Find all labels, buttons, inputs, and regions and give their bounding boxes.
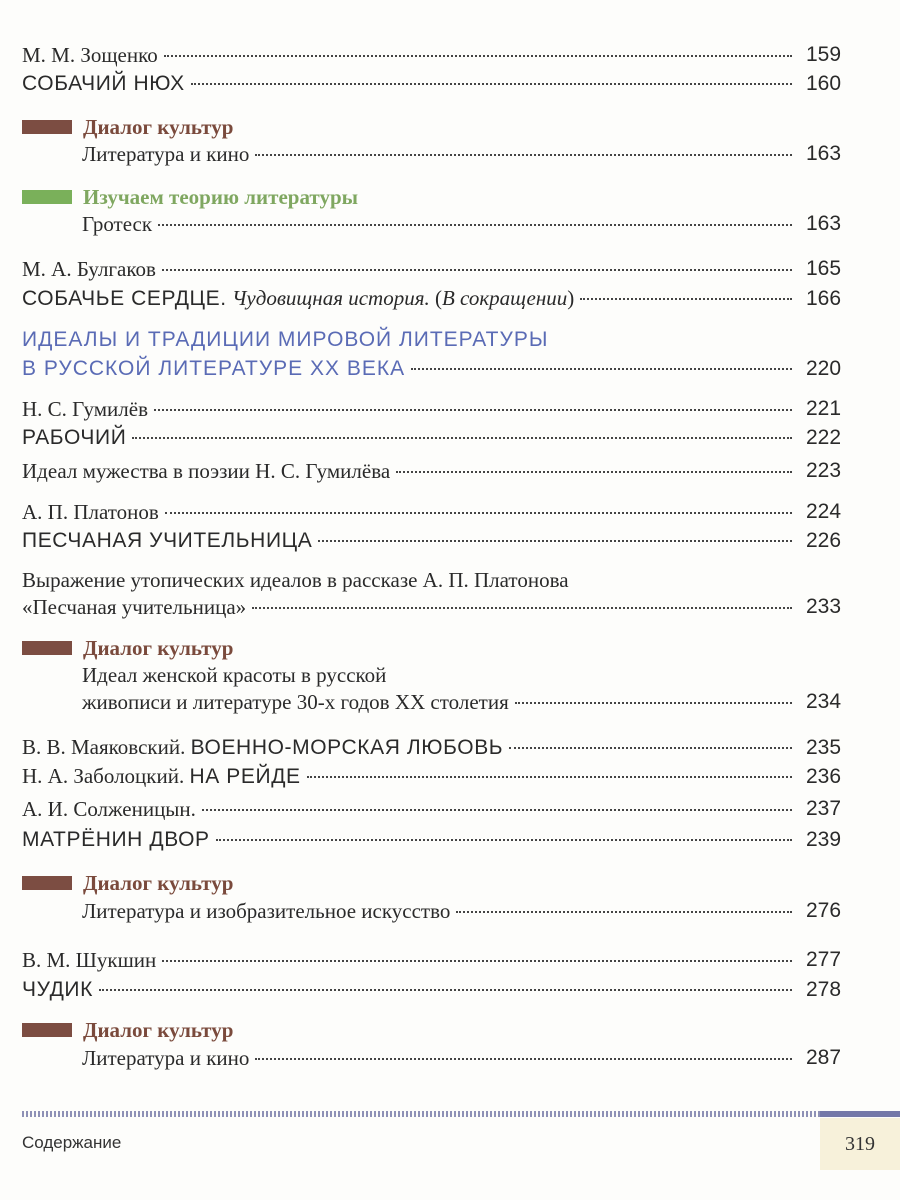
page-number: 237 xyxy=(806,797,842,820)
page-number: 236 xyxy=(806,765,842,788)
toc-entry-utopich[interactable] xyxy=(22,594,842,620)
running-footer-title: Содержание xyxy=(22,1133,122,1152)
page-number: 276 xyxy=(806,899,842,922)
entry-title: Идеал мужества в поэзии Н. С. Гумилёва xyxy=(22,459,391,483)
leader-dots xyxy=(99,989,792,991)
section-heading-line1[interactable]: ИДЕАЛЫ И ТРАДИЦИИ МИРОВОЙ ЛИТЕРАТУРЫ xyxy=(22,328,549,351)
work-title: ВОЕННО-МОРСКАЯ ЛЮБОВЬ xyxy=(190,736,504,759)
leader-dots xyxy=(162,269,792,271)
section-label-dialog xyxy=(22,114,233,140)
page-number: 165 xyxy=(806,257,842,280)
author-name: М. А. Булгаков xyxy=(22,257,156,281)
author-and-title xyxy=(22,734,503,761)
toc-entry-chudik[interactable] xyxy=(22,977,842,1003)
page-number: 224 xyxy=(806,500,842,523)
section-label-text: Диалог культур xyxy=(83,1017,234,1042)
leader-dots xyxy=(162,960,792,962)
note-open: ( xyxy=(434,286,442,310)
toc-entry-ideals-heading[interactable] xyxy=(22,356,842,382)
leader-dots xyxy=(252,607,792,609)
page-number: 221 xyxy=(806,397,842,420)
section-color-bar xyxy=(22,1023,72,1037)
author-name: А. П. Платонов xyxy=(22,500,159,524)
work-title: НА РЕЙДЕ xyxy=(189,765,301,788)
toc-entry-dialog1-item[interactable] xyxy=(82,141,842,167)
section-label-dialog xyxy=(22,870,233,896)
leader-dots xyxy=(456,911,792,913)
page-number: 159 xyxy=(806,43,842,66)
leader-dots xyxy=(191,83,792,85)
section-color-bar xyxy=(22,120,72,134)
footer-divider-accent xyxy=(820,1111,900,1117)
author-and-title xyxy=(22,763,301,790)
leader-dots xyxy=(158,224,792,226)
toc-entry-grotesk[interactable] xyxy=(82,211,842,237)
toc-entry-platonov[interactable] xyxy=(22,499,842,525)
entry-title-line2: «Песчаная учительница» xyxy=(22,595,247,619)
footer-divider xyxy=(22,1111,900,1117)
leader-dots xyxy=(580,298,792,300)
page-number: 163 xyxy=(806,142,842,165)
leader-dots xyxy=(509,747,792,749)
section-color-bar xyxy=(22,641,72,655)
author-name: Н. С. Гумилёв xyxy=(22,397,148,421)
entry-title: Гротеск xyxy=(82,212,153,236)
toc-entry-dialog3-item[interactable] xyxy=(82,898,842,924)
toc-entry-matrenin[interactable] xyxy=(22,827,842,853)
work-subtitle: Чудовищная история. xyxy=(231,286,430,310)
page-number-box xyxy=(820,1118,900,1170)
toc-entry-zabolotsky[interactable] xyxy=(22,763,842,790)
author-name: В. В. Маяковский. xyxy=(22,735,186,759)
leader-dots xyxy=(132,437,792,439)
page-number: 226 xyxy=(806,529,842,552)
leader-dots xyxy=(165,512,792,514)
page-number: 163 xyxy=(806,212,842,235)
leader-dots xyxy=(396,471,792,473)
work-title: РАБОЧИЙ xyxy=(22,426,127,449)
work-title-group xyxy=(22,285,574,312)
toc-entry-gumilev[interactable] xyxy=(22,396,842,422)
entry-title-line1[interactable]: Идеал женской красоты в русской xyxy=(82,663,387,687)
page-number: 233 xyxy=(806,595,842,618)
entry-title: Литература и изобразительное искусство xyxy=(82,899,451,923)
page-number: 277 xyxy=(806,948,842,971)
entry-title-line2: живописи и литературе 30-х годов XX столетия xyxy=(82,690,509,714)
toc-entry-peschanaya[interactable] xyxy=(22,528,842,554)
page-number: 223 xyxy=(806,459,842,482)
page-number: 278 xyxy=(806,978,842,1001)
leader-dots xyxy=(154,409,792,411)
toc-entry-zoshchenko[interactable] xyxy=(22,42,842,68)
section-label-dialog xyxy=(22,635,233,661)
section-heading-line2: В РУССКОЙ ЛИТЕРАТУРЕ XX ВЕКА xyxy=(22,357,406,380)
toc-entry-bulgakov[interactable] xyxy=(22,256,842,282)
section-label-text: Изучаем теорию литературы xyxy=(83,184,359,209)
toc-entry-dialog2-item[interactable] xyxy=(82,689,842,715)
toc-entry-dialog4-item[interactable] xyxy=(82,1045,842,1071)
section-label-theory xyxy=(22,184,358,210)
page-number: 220 xyxy=(806,357,842,380)
work-title: ПЕСЧАНАЯ УЧИТЕЛЬНИЦА xyxy=(22,529,313,552)
author-name: В. М. Шукшин xyxy=(22,948,157,972)
work-title: СОБАЧИЙ НЮХ xyxy=(22,72,185,95)
work-title: ЧУДИК xyxy=(22,978,93,1001)
entry-title: Литература и кино xyxy=(82,142,250,166)
work-title: МАТРЁНИН ДВОР xyxy=(22,828,210,851)
toc-entry-rabochiy[interactable] xyxy=(22,425,842,451)
leader-dots xyxy=(515,702,792,704)
leader-dots xyxy=(307,776,792,778)
leader-dots xyxy=(318,540,792,542)
section-label-dialog xyxy=(22,1017,233,1043)
page-number: 234 xyxy=(806,690,842,713)
toc-entry-solzhenitsyn[interactable] xyxy=(22,796,842,822)
page-number: 222 xyxy=(806,426,842,449)
entry-title: Литература и кино xyxy=(82,1046,250,1070)
footer-page-number: 319 xyxy=(845,1132,875,1155)
author-name: А. И. Солженицын. xyxy=(22,797,196,821)
section-label-text: Диалог культур xyxy=(83,870,234,895)
section-color-bar xyxy=(22,876,72,890)
work-title: СОБАЧЬЕ СЕРДЦЕ. xyxy=(22,287,227,310)
section-label-text: Диалог культур xyxy=(83,114,234,139)
page-number: 160 xyxy=(806,72,842,95)
author-name: М. М. Зощенко xyxy=(22,43,158,67)
toc-entry-mayakovsky[interactable] xyxy=(22,734,842,761)
entry-title-line1[interactable]: Выражение утопических идеалов в рассказе А. П. Платонова xyxy=(22,568,569,592)
leader-dots xyxy=(255,154,792,156)
toc-entry-sobache-serdce[interactable] xyxy=(22,285,842,312)
page-number: 235 xyxy=(806,736,842,759)
work-note: В сокращении xyxy=(441,286,568,310)
section-color-bar xyxy=(22,190,72,204)
leader-dots xyxy=(164,55,792,57)
toc-entry-ideal-muzhestva[interactable] xyxy=(22,458,842,484)
page-number: 239 xyxy=(806,828,842,851)
leader-dots xyxy=(202,809,792,811)
section-label-text: Диалог культур xyxy=(83,635,234,660)
page-number: 287 xyxy=(806,1046,842,1069)
toc-entry-sobachiy-nyukh[interactable] xyxy=(22,71,842,97)
note-close: ) xyxy=(567,286,575,310)
leader-dots xyxy=(255,1058,792,1060)
page-number: 166 xyxy=(806,287,842,310)
toc-entry-shukshin[interactable] xyxy=(22,947,842,973)
leader-dots xyxy=(216,839,792,841)
author-name: Н. А. Заболоцкий. xyxy=(22,764,185,788)
leader-dots xyxy=(411,368,792,370)
